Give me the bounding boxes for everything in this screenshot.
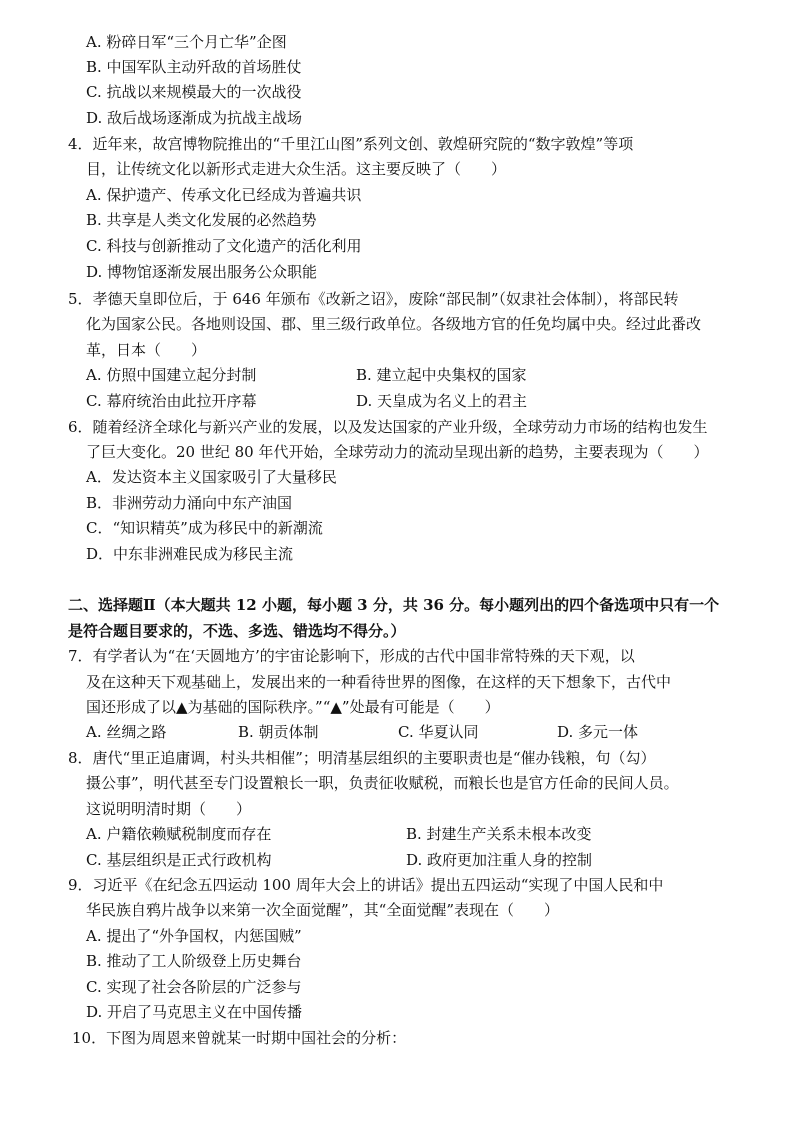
q8-stem-line-1: 8．唐代“里正追庸调，村头共相催”；明清基层组织的主要职责也是“催办钱粮，句（勾）	[68, 749, 656, 767]
q9-option-a: A. 提出了“外争国权，内惩国贼”	[86, 927, 302, 945]
q5-option-b: B. 建立起中央集权的国家	[356, 366, 527, 384]
q8-option-c: C. 基层组织是正式行政机构	[86, 851, 272, 869]
q4-option-a: A. 保护遗产、传承文化已经成为普遍共识	[86, 186, 362, 204]
q7-option-b: B. 朝贡体制	[238, 723, 319, 741]
q8-option-d: D. 政府更加注重人身的控制	[406, 851, 593, 869]
q5-stem-line-2: 化为国家公民。各地则设国、郡、里三级行政单位。各级地方官的任免均属中央。经过此番改	[86, 315, 702, 333]
q5-option-c: C. 幕府统治由此拉开序幕	[86, 392, 257, 410]
q10-stem-line-1: 10．下图为周恩来曾就某一时期中国社会的分析：	[72, 1029, 407, 1047]
q9-option-d: D. 开启了马克思主义在中国传播	[86, 1003, 303, 1021]
q9-option-c: C. 实现了社会各阶层的广泛参与	[86, 978, 302, 996]
q6-option-d: D．中东非洲难民成为移民主流	[86, 545, 294, 563]
q7-stem-line-2: 及在这种天下观基础上，发展出来的一种看待世界的图像，在这样的天下想象下，古代中	[86, 673, 672, 691]
section2-title-line-2: 是符合题目要求的，不选、多选、错选均不得分。）	[68, 622, 406, 640]
q6-option-a: A．发达资本主义国家吸引了大量移民	[86, 468, 337, 486]
q4-stem-line-2: 目，让传统文化以新形式走进大众生活。这主要反映了（ ）	[86, 160, 507, 178]
q6-stem-line-2: 了巨大变化。20 世纪 80 年代开始，全球劳动力的流动呈现出新的趋势，主要表现为（ ）	[86, 443, 709, 461]
q6-option-c: C．“知识精英”成为移民中的新潮流	[86, 519, 323, 537]
q5-stem-line-3: 革，日本（ ）	[86, 341, 207, 359]
q6-option-b: B．非洲劳动力涌向中东产油国	[86, 494, 293, 512]
q3-option-b: B. 中国军队主动歼敌的首场胜仗	[86, 58, 302, 76]
q7-option-a: A. 丝绸之路	[86, 723, 167, 741]
q7-stem-line-1: 7．有学者认为“在‘天圆地方’的宇宙论影响下，形成的古代中国非常特殊的天下观，以	[68, 647, 635, 665]
q7-option-d: D. 多元一体	[557, 723, 639, 741]
q8-option-b: B. 封建生产关系未根本改变	[406, 825, 592, 843]
q3-option-a: A. 粉碎日军“三个月亡华”企图	[86, 33, 287, 51]
q5-stem-line-1: 5．孝德天皇即位后，于 646 年颁布《改新之诏》，废除“部民制”（奴隶社会体制），将部民转	[68, 290, 679, 308]
q7-stem-line-3: 国还形成了以▲为基础的国际秩序。”“▲”处最有可能是（ ）	[86, 698, 500, 716]
q7-option-c: C. 华夏认同	[398, 723, 479, 741]
section2-title-line-1: 二、选择题Ⅱ（本大题共 12 小题，每小题 3 分，共 36 分。每小题列出的四个备选项中只有一个	[68, 596, 720, 614]
q4-option-b: B. 共享是人类文化发展的必然趋势	[86, 211, 317, 229]
q5-option-d: D. 天皇成为名义上的君主	[356, 392, 528, 410]
q5-option-a: A. 仿照中国建立起分封制	[86, 366, 257, 384]
q8-option-a: A. 户籍依赖赋税制度而存在	[86, 825, 272, 843]
q3-option-d: D. 敌后战场逐渐成为抗战主战场	[86, 109, 303, 127]
q4-option-d: D. 博物馆逐渐发展出服务公众职能	[86, 263, 318, 281]
q4-stem-line-1: 4．近年来，故宫博物院推出的“千里江山图”系列文创、敦煌研究院的“数字敦煌”等项	[68, 135, 634, 153]
q6-stem-line-1: 6．随着经济全球化与新兴产业的发展，以及发达国家的产业升级，全球劳动力市场的结构也发生	[68, 418, 708, 436]
q8-stem-line-3: 这说明明清时期（ ）	[86, 800, 252, 818]
q3-option-c: C. 抗战以来规模最大的一次战役	[86, 83, 302, 101]
q4-option-c: C. 科技与创新推动了文化遗产的活化利用	[86, 237, 362, 255]
q9-stem-line-2: 华民族自鸦片战争以来第一次全面觉醒”，其“全面觉醒”表现在（ ）	[86, 901, 560, 919]
q9-option-b: B. 推动了工人阶级登上历史舞台	[86, 952, 302, 970]
q9-stem-line-1: 9．习近平《在纪念五四运动 100 周年大会上的讲话》提出五四运动“实现了中国人民和中	[68, 876, 664, 894]
q8-stem-line-2: 摄公事”，明代甚至专门设置粮长一职，负责征收赋税，而粮长也是官方任命的民间人员。	[86, 774, 679, 792]
